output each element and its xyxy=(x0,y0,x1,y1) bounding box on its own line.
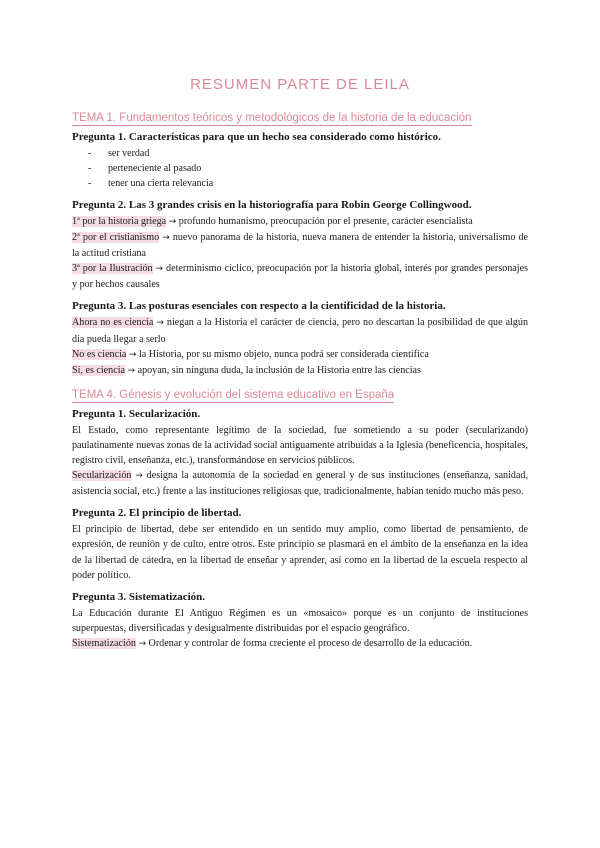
tema4-question-1: Pregunta 1. Secularización. xyxy=(72,407,201,420)
crisis-item: 2ª por el cristianismo → nuevo panorama de la historia, nueva manera de entender la historia, universalismo de la actitud cristiana xyxy=(72,232,529,260)
highlighted-term: 1ª por la historia griega xyxy=(72,216,167,227)
postura-item: No es ciencia → la Historia, por su mismo objeto, nunca podrá ser considerada científica xyxy=(72,348,429,360)
highlighted-term: No es ciencia xyxy=(72,348,127,360)
tema4-heading: TEMA 4. Génesis y evolución del sistema educativo en España xyxy=(72,388,395,401)
paragraph: El Estado, como representante legítimo de la sociedad, fue sometiendo a su poder (secularizando) paulatinamente nuevas zonas de la actividad social antiguamente atribuidas a la Iglesia (beneficencia, hospitales, registro civil, enseñanza, etc.), transformándose en servicios públicos. xyxy=(72,424,528,467)
crisis-item: 1ª por la historia griega → profundo humanismo, preocupación por el presente, carácter esencialista xyxy=(72,216,473,227)
tema1-question-3: Pregunta 3. Las posturas esenciales con respecto a la cientificidad de la historia. xyxy=(72,300,446,313)
document-title: RESUMEN PARTE DE LEILA xyxy=(190,76,410,93)
highlighted-term: Secularización xyxy=(72,470,132,482)
tema1-question-1-list xyxy=(72,146,528,191)
definition: Secularización → designa la autonomía de la sociedad en general y de sus instituciones (enseñanza, sanidad, asistencia social, etc.) frente a las instituciones religiosas que, tradicionalmente, habían tenido mucho más peso. xyxy=(72,470,528,498)
tema4-question-3: Pregunta 3. Sistematización. xyxy=(72,590,206,603)
highlighted-term: Sistematización xyxy=(72,637,136,649)
postura-item: Sí, es ciencia → apoyan, sin ninguna duda, la inclusión de la Historia entre las ciencias xyxy=(72,364,421,376)
tema1-heading: TEMA 1. Fundamentos teóricos y metodológicos de la historia de la educación xyxy=(72,112,472,124)
highlighted-term: 3ª por la Ilustración xyxy=(72,263,153,275)
list-item: - tener una cierta relevancia xyxy=(88,178,214,189)
crisis-item: 3ª por la Ilustración → determinismo cíclico, preocupación por la historia global, interés por grandes personajes y por hechos causales xyxy=(72,263,528,291)
list-item: - ser verdad xyxy=(88,148,150,159)
tema4-question-2: Pregunta 2. El principio de libertad. xyxy=(72,507,242,520)
definition: Sistematización → Ordenar y controlar de forma creciente el proceso de desarrollo de la educación. xyxy=(72,637,473,649)
tema1-question-1: Pregunta 1. Características para que un hecho sea considerado como histórico. xyxy=(72,131,441,143)
list-item: - perteneciente al pasado xyxy=(88,163,202,174)
highlighted-term: Sí, es ciencia xyxy=(72,364,125,376)
paragraph: El principio de libertad, debe ser entendido en un sentido muy amplio, como libertad de pensamiento, de expresión, de reunión y de culto, entre otros. Este principio se plasmará en el ámbito de la enseñanza en la idea de la libertad de cátedra, en la libertad de enseñar y aprender, así como en la libertad de la escuela respecto al poder político. xyxy=(72,524,528,581)
tema1-question-2: Pregunta 2. Las 3 grandes crisis en la historiografía para Robin George Collingwood. xyxy=(72,199,472,211)
highlighted-term: 2ª por el cristianismo xyxy=(72,232,160,244)
postura-item: Ahora no es ciencia → niegan a la Historia el carácter de ciencia, pero no descartan la posibilidad de que algún día pueda llegar a serlo xyxy=(72,317,528,345)
paragraph: La Educación durante El Antiguo Régimen es un «mosaico» porque es un conjunto de instituciones superpuestas, diversificadas y desigualmente distribuidas por el espacio geográfico. xyxy=(72,607,528,634)
highlighted-term: Ahora no es ciencia xyxy=(72,317,154,329)
